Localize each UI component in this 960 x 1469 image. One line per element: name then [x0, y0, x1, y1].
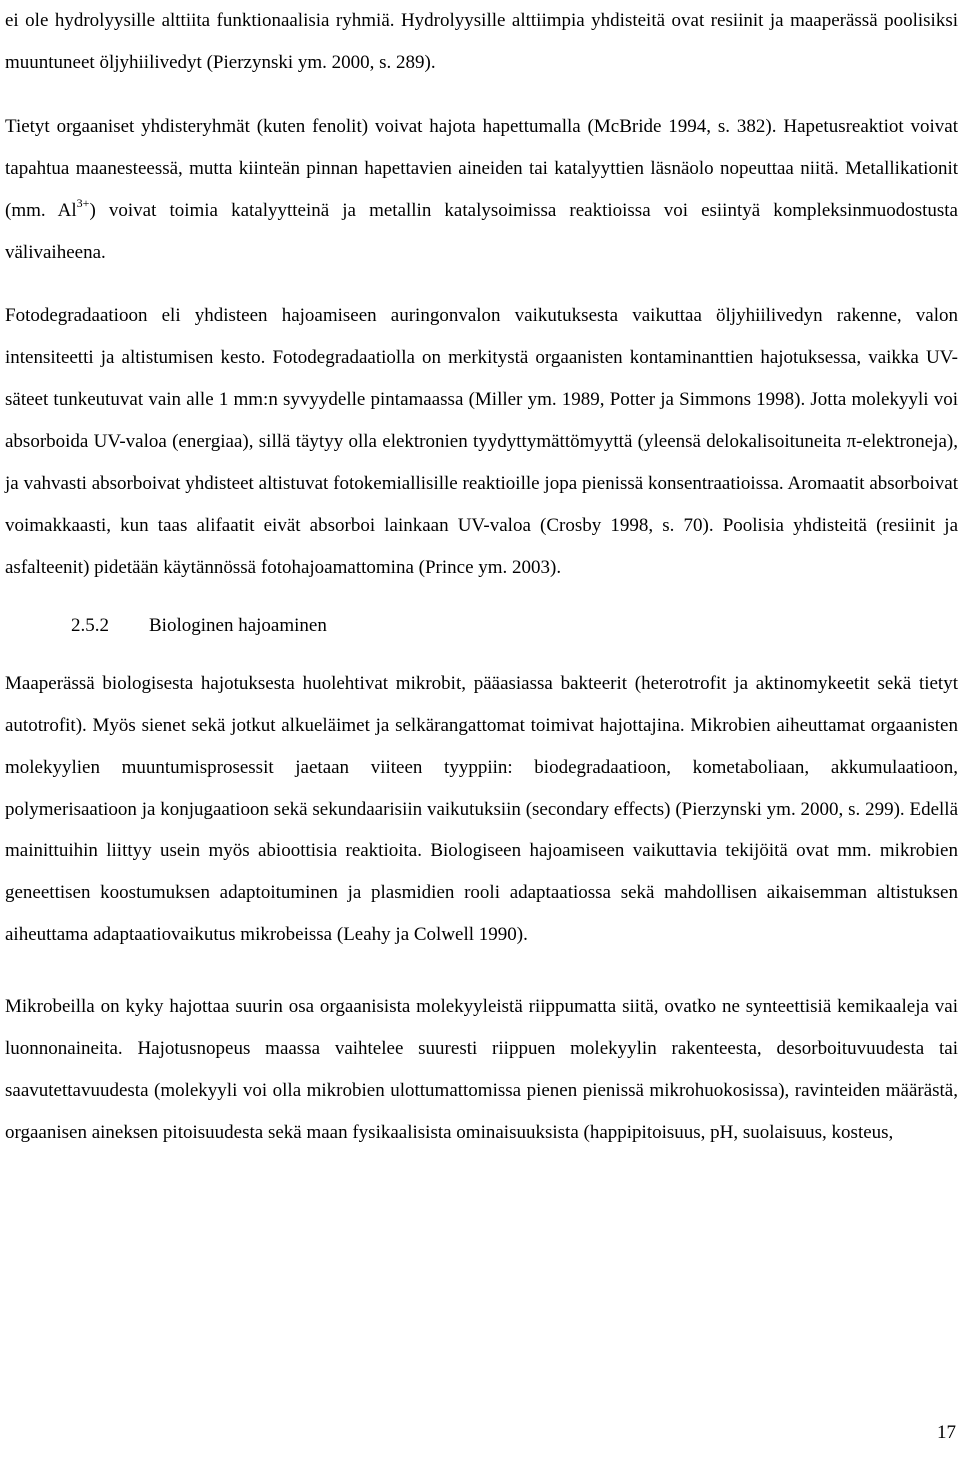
paragraph-photodegradation: Fotodegradaatioon eli yhdisteen hajoamiseen auringonvalon vaikutuksesta vaikuttaa öljyhiilivedyn rakenne, valon intensiteetti ja altistumisen kesto. Fotodegradaatiolla on merkitystä orgaanisten kontaminanttien hajotuksessa, vaikka UV-säteet tunkeutuvat vain alle 1 mm:n syvyydelle pintamaassa (Miller ym. 1989, Potter ja Simmons 1998). Jotta molekyyli voi absorboida UV-valoa (energiaa), sillä täytyy olla elektronien tyydyttymättömyyttä (yleensä delokalisoituneita π-elektroneja), ja vahvasti absorboivat yhdisteet altistuvat fotokemiallisille reaktioille jopa pienissä konsentraatioissa. Aromaatit absorboivat voimakkaasti, kun taas alifaatit eivät absorboi lainkaan UV-valoa (Crosby 1998, s. 70). Poolisia yhdisteitä (resiinit ja asfalteenit) pidetään käytännössä fotohajoamattomina (Prince ym. 2003). — [5, 305, 958, 578]
section-heading — [5, 611, 958, 641]
paragraph-biodegradation: Maaperässä biologisesta hajotuksesta huolehtivat mikrobit, pääasiassa bakteerit (heterotrofit ja aktinomykeetit sekä tietyt autotrofit). Myös sienet sekä jotkut alkueläimet ja selkärangattomat toimivat hajottajina. Mikrobien aiheuttamat orgaanisten molekyylien muuntumisprosessit jaetaan viiteen tyyppiin: biodegradaatioon, kometaboliaan, akkumulaatioon, polymerisaatioon ja konjugaatioon sekä sekundaarisiin vaikutuksiin (secondary effects) (Pierzynski ym. 2000, s. 299). Edellä mainittuihin liittyy usein myös abioottisia reaktioita. Biologiseen hajoamiseen vaikuttavia tekijöitä ovat mm. mikrobien geneettisen koostumuksen adaptoituminen ja plasmidien rooli adaptaatiossa sekä mahdollisen aikaisemman altistuksen aiheuttama adaptaatiovaikutus mikrobeissa (Leahy ja Colwell 1990). — [5, 672, 958, 946]
superscript-charge: 3+ — [76, 195, 90, 210]
page-number: 17 — [937, 1422, 956, 1443]
paragraph-oxidation-text-a: Tietyt orgaaniset yhdisteryhmät (kuten fenolit) voivat hajota hapettumalla (McBride 1994, s. 382). Hapetusreaktiot voivat tapahtua maanesteessä, mutta kiinteän pinnan hapettavien aineiden tai katalyyttien läsnäolo nopeuttaa niitä. Metallikationit (mm. Al — [5, 115, 958, 221]
paragraph-microbes: Mikrobeilla on kyky hajottaa suurin osa orgaanisista molekyyleistä riippumatta siitä, ovatko ne synteettisiä kemikaaleja vai luonnonaineita. Hajotusnopeus maassa vaihtelee suuresti riippuen molekyylin rakenteesta, desorboituvuudesta tai saavutettavuudesta (molekyyli voi olla mikrobien ulottumattomissa pienen pienissä mikrohuokosissa), ravinteiden määrästä, orgaanisen aineksen pitoisuudesta sekä maan fysikaalisista ominaisuuksista (happipitoisuus, pH, suolaisuus, kosteus, — [5, 996, 958, 1143]
section-number: 2.5.2 — [71, 614, 109, 636]
document-page — [5, 0, 958, 1154]
section-title: Biologinen hajoaminen — [149, 614, 327, 636]
paragraph-hydrolysis-end: ei ole hydrolyysille alttiita funktionaalisia ryhmiä. Hydrolyysille alttiimpia yhdisteitä ovat resiinit ja maaperässä poolisiksi muuntuneet öljyhiilivedyt (Pierzynski ym. 2000, s. 289). — [5, 10, 958, 73]
paragraph-oxidation-text-b: ) voivat toimia katalyytteinä ja metallin katalysoimissa reaktioissa voi esiintyä kompleksinmuodostusta välivaiheena. — [5, 199, 958, 263]
paragraph-oxidation — [5, 106, 958, 274]
